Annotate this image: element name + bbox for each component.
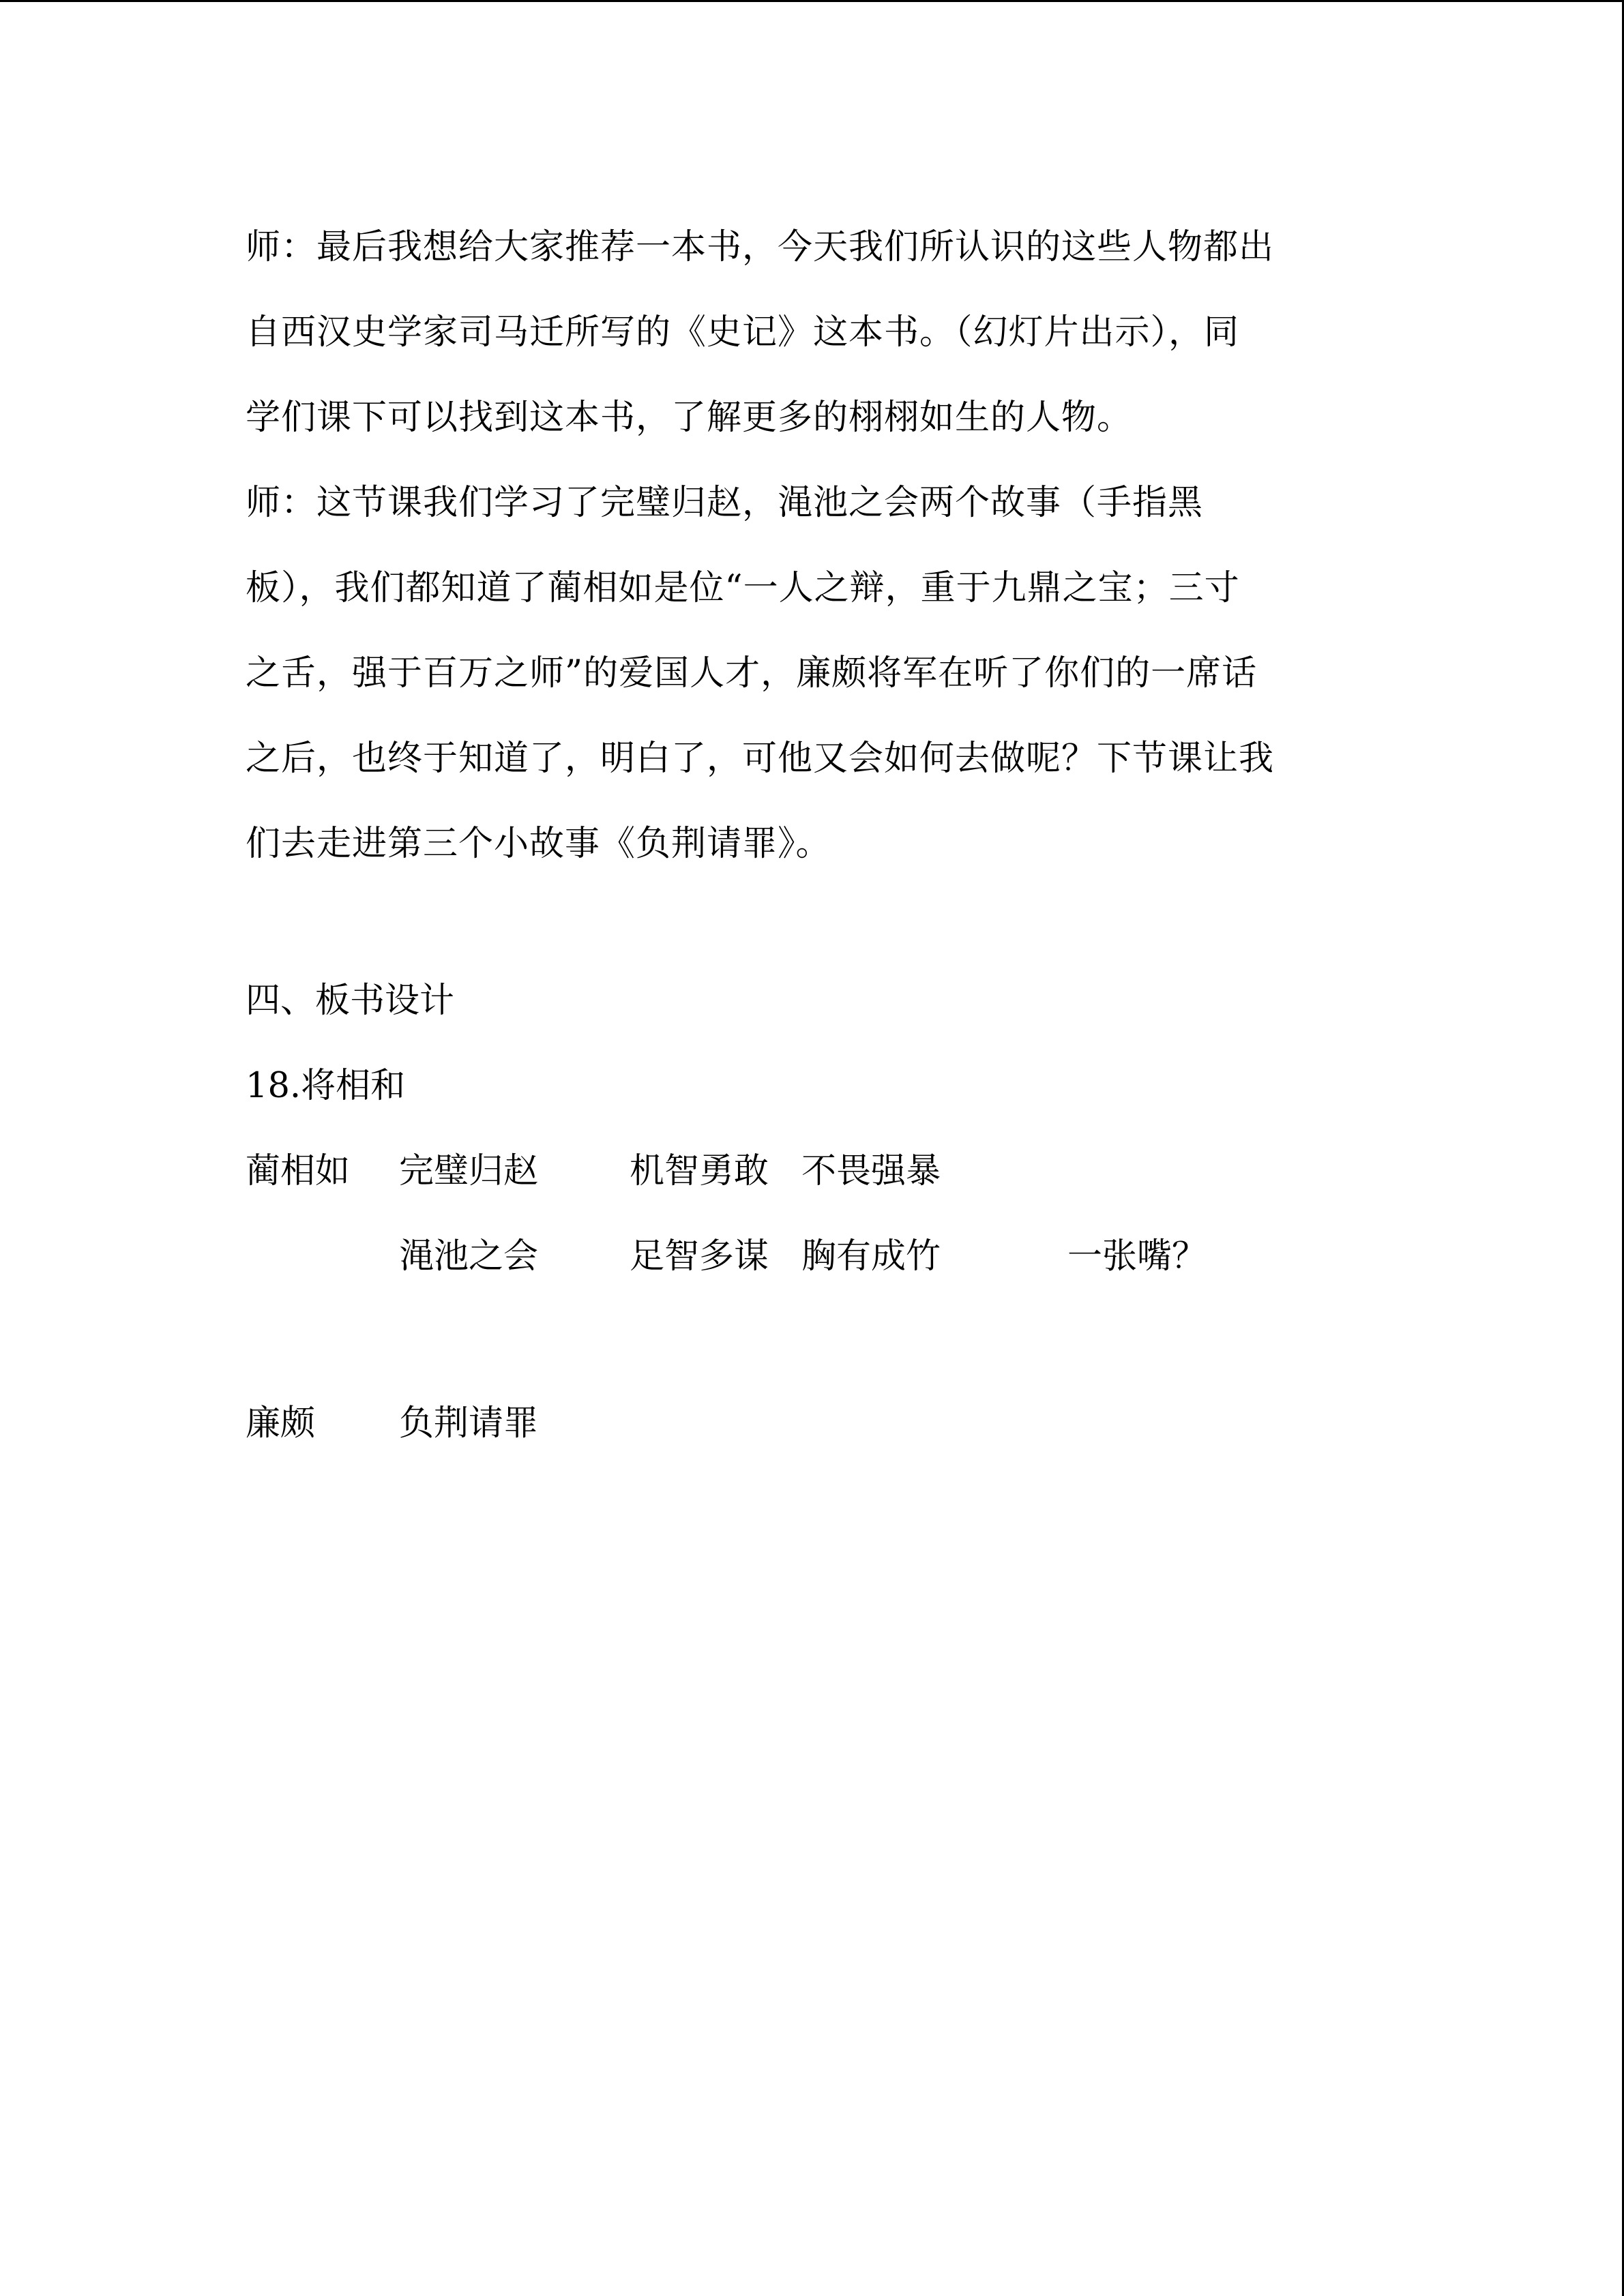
section-spacer xyxy=(246,886,1364,958)
paragraph-line: 自西汉史学家司马迁所写的《史记》这本书。（幻灯片出示），同 xyxy=(246,312,1240,353)
paragraph-line: 之舌，强于百万之师”的爱国人才，廉颇将军在听了你们的一席话 xyxy=(246,653,1258,694)
document-body xyxy=(246,205,1364,1466)
paragraph-line: 们去走进第三个小故事《负荆请罪》。 xyxy=(246,824,831,864)
board-row-mianchi xyxy=(246,1214,1364,1299)
section-heading: 四、板书设计 xyxy=(246,981,455,1021)
board-story: 渑池之会 xyxy=(399,1236,539,1277)
board-trait: 机智勇敢 xyxy=(630,1151,769,1191)
board-story: 完璧归赵 xyxy=(399,1151,539,1191)
paragraph-line: 师：这节课我们学习了完璧归赵，渑池之会两个故事（手指黑 xyxy=(246,483,1204,523)
paragraph-book-recommendation xyxy=(246,205,1364,460)
paragraph-lesson-summary xyxy=(246,460,1364,886)
paragraph-line: 学们课下可以找到这本书，了解更多的栩栩如生的人物。 xyxy=(246,398,1133,438)
board-title: 18.将相和 xyxy=(246,1066,406,1106)
paragraph-line: 师：最后我想给大家推荐一本书，今天我们所认识的这些人物都出 xyxy=(246,227,1275,267)
board-row-lin-xiangru xyxy=(246,1129,1364,1214)
board-row-lian-po xyxy=(246,1381,1364,1466)
board-story: 负荆请罪 xyxy=(399,1403,539,1444)
page-top-border xyxy=(0,0,1624,2)
board-spacer xyxy=(246,1299,1364,1381)
board-person: 蔺相如 xyxy=(246,1151,351,1191)
paragraph-line: 之后，也终于知道了，明白了，可他又会如何去做呢？下节课让我 xyxy=(246,739,1275,779)
board-trait: 足智多谋 xyxy=(630,1236,769,1277)
paragraph-line: 板），我们都知道了蔺相如是位“一人之辩，重于九鼎之宝；三寸 xyxy=(246,568,1240,608)
board-trait: 胸有成竹 xyxy=(801,1236,941,1277)
board-person: 廉颇 xyxy=(246,1403,316,1444)
board-note: 一张嘴？ xyxy=(1067,1236,1207,1277)
board-trait: 不畏强暴 xyxy=(801,1151,941,1191)
